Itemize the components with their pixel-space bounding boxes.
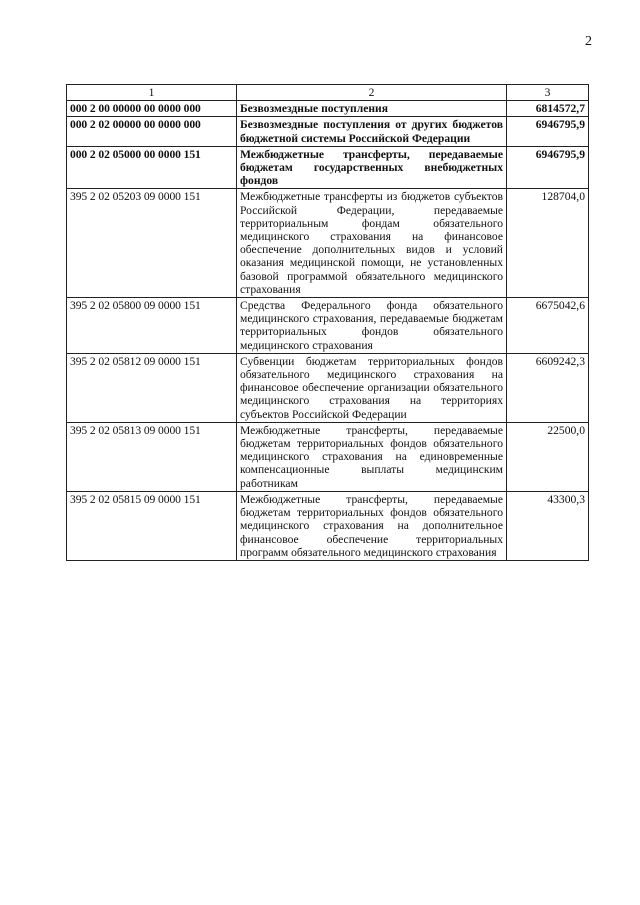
- budget-code-cell: 395 2 02 05815 09 0000 151: [67, 491, 237, 560]
- amount-cell: 22500,0: [507, 422, 589, 491]
- page-number: 2: [585, 34, 592, 49]
- budget-code-cell: 395 2 02 05812 09 0000 151: [67, 353, 237, 422]
- description-cell: Субвенции бюджетам территориальных фондов обязательного медицинского страхования на финансовое обеспечение организации обязательного медицинского страхования на территориях субъектов Российской Федерации: [237, 353, 507, 422]
- budget-code-cell: 395 2 02 05813 09 0000 151: [67, 422, 237, 491]
- budget-code-cell: 000 2 02 00000 00 0000 000: [67, 117, 237, 146]
- column-header-description: 2: [237, 85, 507, 101]
- description-cell: Безвозмездные поступления от других бюджетов бюджетной системы Российской Федерации: [237, 117, 507, 146]
- description-cell: Средства Федерального фонда обязательного медицинского страхования, передаваемые бюджетам территориальных фондов обязательного медицинского страхования: [237, 298, 507, 354]
- budget-code-cell: 000 2 02 05000 00 0000 151: [67, 146, 237, 189]
- table-row: [67, 298, 589, 354]
- table-row: [67, 491, 589, 560]
- table-row: [67, 101, 589, 117]
- description-cell: Межбюджетные трансферты, передаваемые бюджетам территориальных фондов обязательного медицинского страхования на дополнительное финансовое обеспечение территориальных программ обязательного медицинского страхования: [237, 491, 507, 560]
- amount-cell: 6814572,7: [507, 101, 589, 117]
- amount-cell: 43300,3: [507, 491, 589, 560]
- table-row: [67, 353, 589, 422]
- amount-cell: 6675042,6: [507, 298, 589, 354]
- description-cell: Межбюджетные трансферты из бюджетов субъектов Российской Федерации, передаваемые территориальным фондам обязательного медицинского страхования на финансовое обеспечение дополнительных видов и условий оказания медицинской помощи, не установленных базовой программой обязательного медицинского страхования: [237, 189, 507, 298]
- column-header-amount: 3: [507, 85, 589, 101]
- table-row: [67, 117, 589, 146]
- description-cell: Межбюджетные трансферты, передаваемые бюджетам государственных внебюджетных фондов: [237, 146, 507, 189]
- description-cell: Межбюджетные трансферты, передаваемые бюджетам территориальных фондов обязательного медицинского страхования на единовременные компенсационные выплаты медицинским работникам: [237, 422, 507, 491]
- amount-cell: 128704,0: [507, 189, 589, 298]
- table-row: [67, 422, 589, 491]
- budget-code-cell: 395 2 02 05203 09 0000 151: [67, 189, 237, 298]
- amount-cell: 6609242,3: [507, 353, 589, 422]
- budget-revenue-table: [66, 84, 589, 561]
- column-header-code: 1: [67, 85, 237, 101]
- budget-code-cell: 395 2 02 05800 09 0000 151: [67, 298, 237, 354]
- amount-cell: 6946795,9: [507, 146, 589, 189]
- table-header-row: [67, 85, 589, 101]
- amount-cell: 6946795,9: [507, 117, 589, 146]
- budget-code-cell: 000 2 00 00000 00 0000 000: [67, 101, 237, 117]
- table-row: [67, 189, 589, 298]
- description-cell: Безвозмездные поступления: [237, 101, 507, 117]
- table-row: [67, 146, 589, 189]
